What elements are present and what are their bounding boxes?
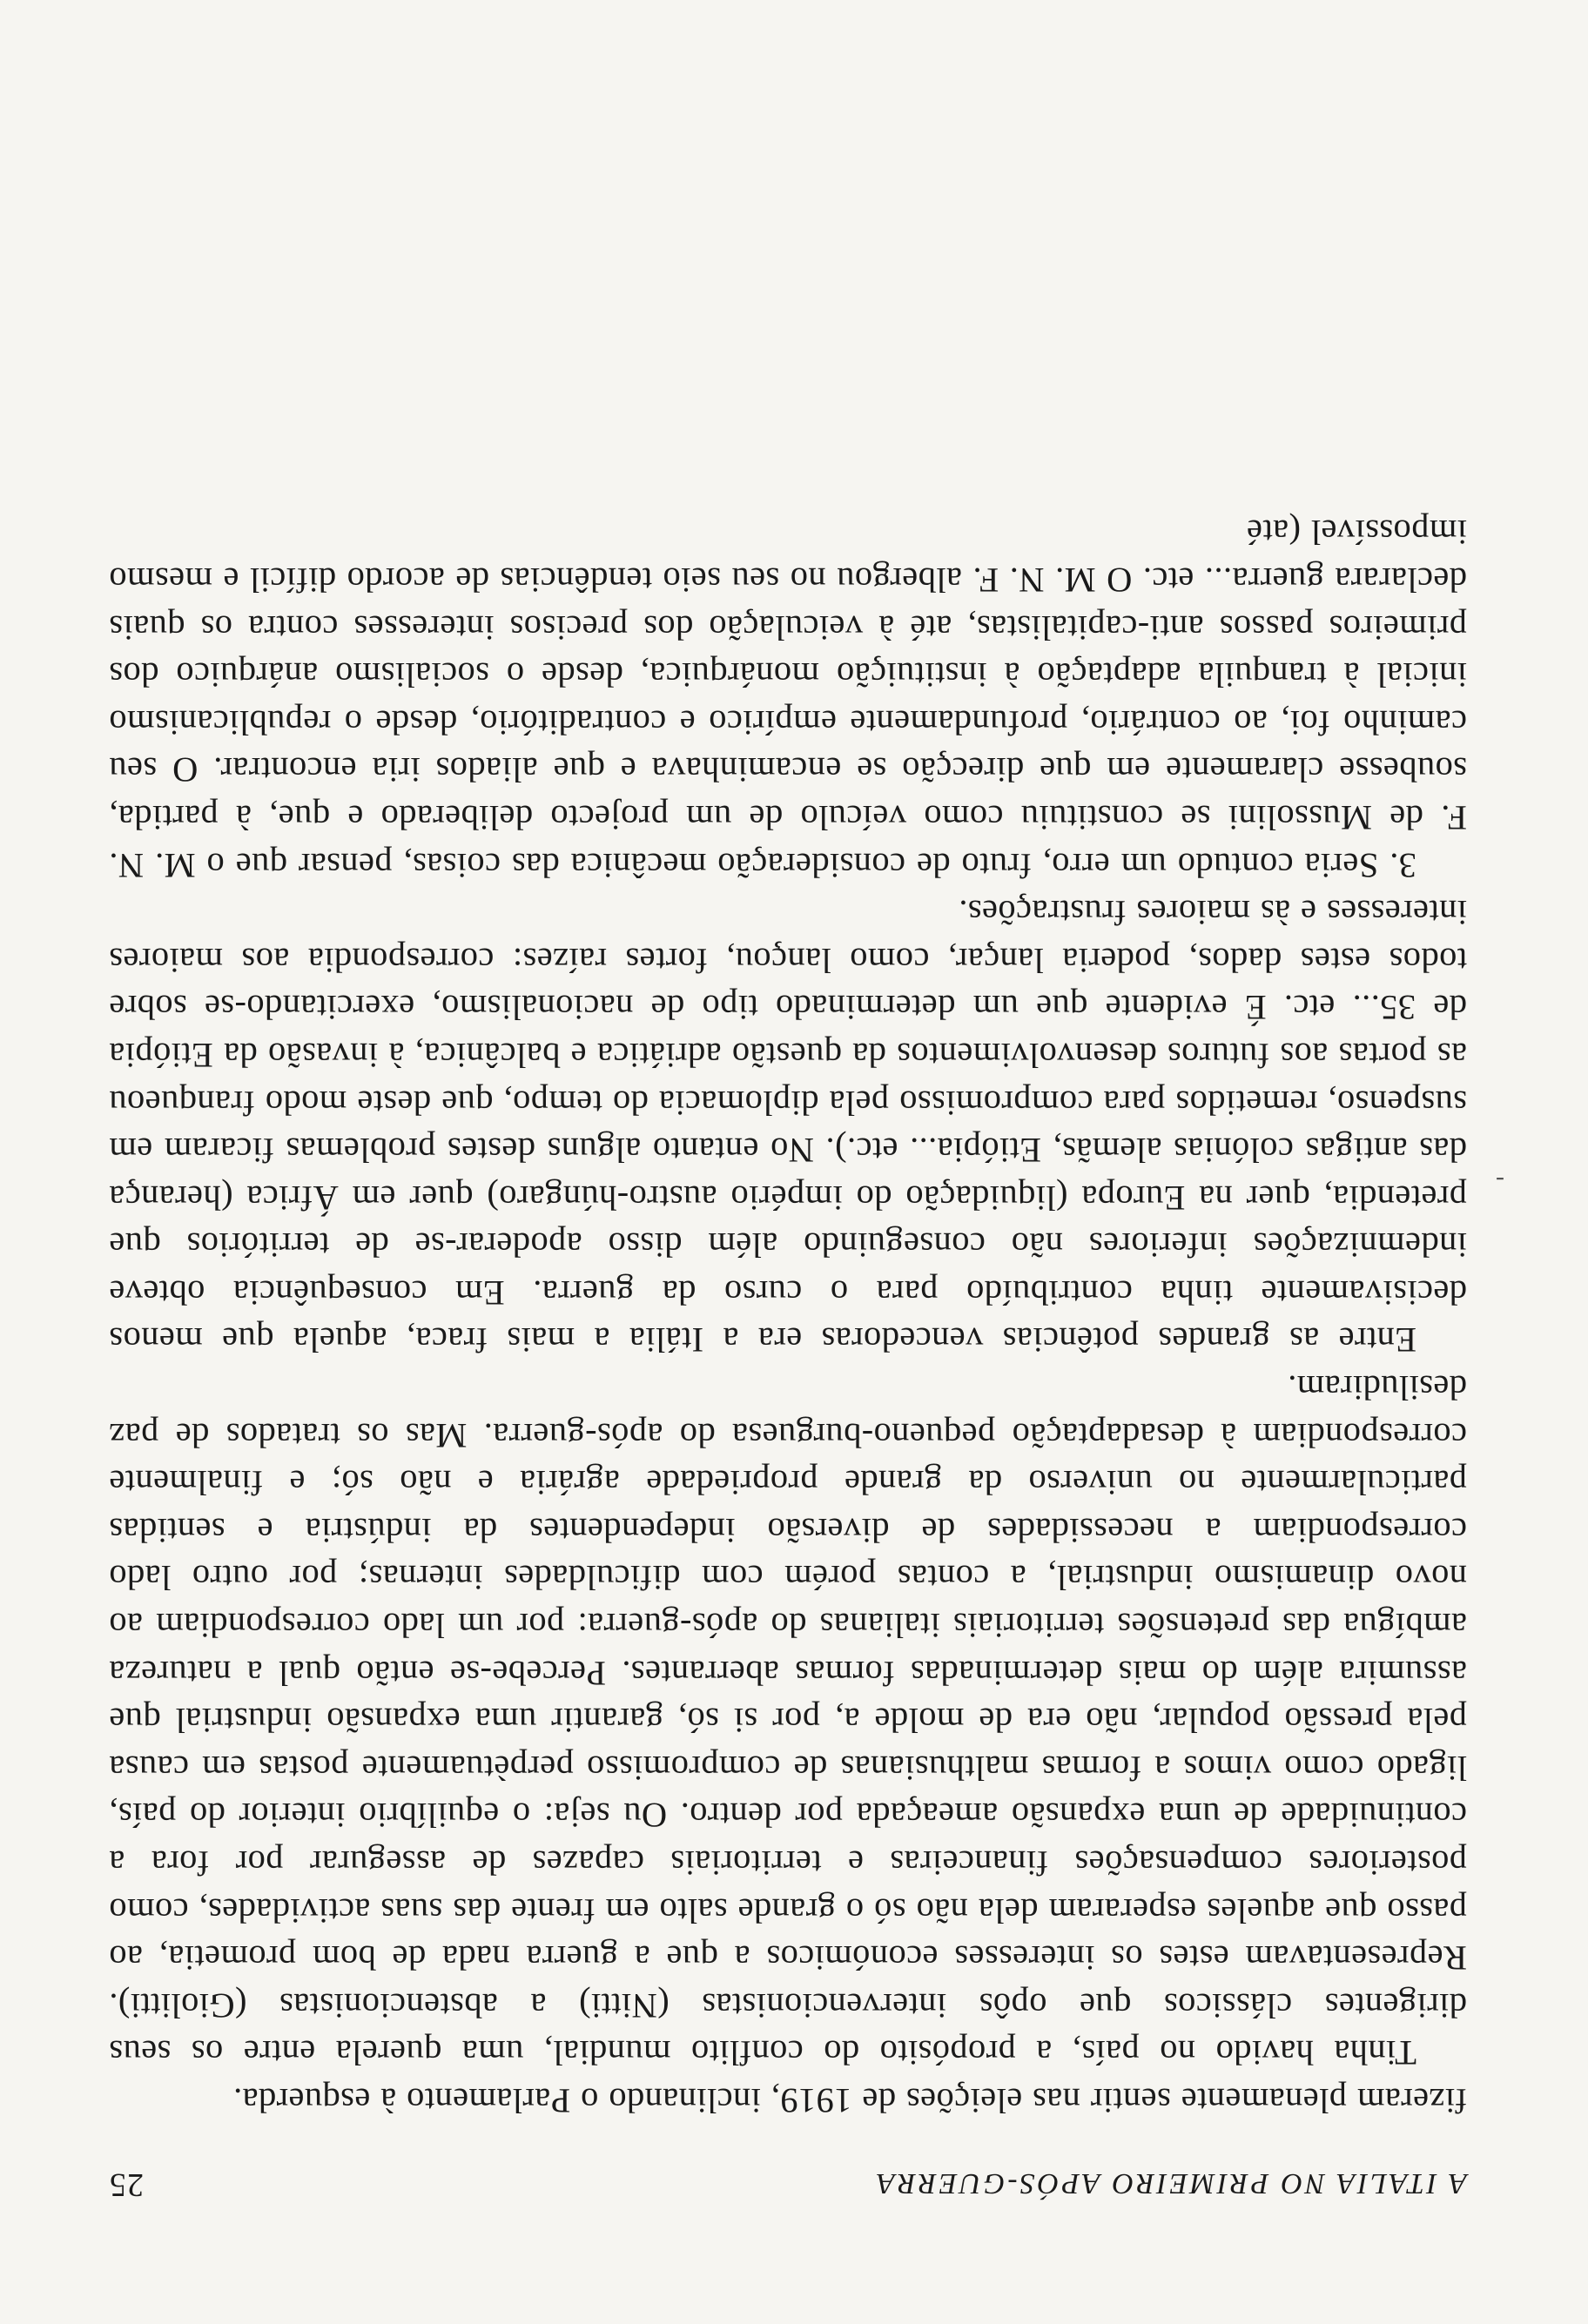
running-head-title: A ITALIA NO PRIMEIRO APÓS-GUERRA <box>874 2167 1467 2200</box>
paragraph-3: Entre as grandes potências vencedoras era a Itália a mais fraca, aquela que menos decisivamente tinha contribuído para o curso da guerra. Em consequência obteve indemnizações inferiores não conseguindo além disso apoderar-se de territórios que pretendia, quer na Europa (liquidação do império austro-húngaro) quer em África (herança das antigas colónias alemãs, Etiópia... etc.). No entanto alguns destes problemas ficaram em suspenso, remetidos para compromisso pela diplomacia do tempo, que deste modo franqueou as portas aos futuros desenvolvimentos da questão adriática e balcânica, à invasão da Etiópia de 35... etc. É evidente que um determinado tipo de nacionalismo, exercitando-se sobre todos estes dados, poderia lançar, como lançou, fortes raízes: correspondia aos maiores interesses e às maiores frustrações. <box>109 893 1467 1360</box>
running-head <box>109 2166 1467 2204</box>
paragraph-2: Tinha havido no país, a propósito do conflito mundial, uma querela entre os seus dirigentes clássicos que opôs intervencionistas (Nitti) a abstencionistas (Giolitti). Representavam estes os interesses económicos a que a guerra nada de bom prometia, ao passo que aqueles esperaram dela não só o grande salto em frente das suas actividades, como posteriores compensações financeiras e territoriais capazes de assegurar por fora a continuidade de uma expansão ameaçada por dentro. Ou seja: o equilíbrio interior do país, ligado como vimos a formas malthusianas de compromisso perpètuamente postas em causa pela pressão popular, não era de molde a, por si só, garantir uma expansão industrial que assumira além do mais determinadas formas aberrantes. Percebe-se então qual a natureza ambígua das pretensões territoriais italianas do após-guerra: por um lado correspondiam ao novo dinamismo industrial, a contas porém com dificuldades internas; por outro lado correspondiam a necessidades de diversão independentes da indústria e sentidas particularmente no universo da grande propriedade agrária e não só; e finalmente correspondiam à desadaptação pequeno-burguesa do após-guerra. Mas os tratados de paz desiludiram. <box>109 1368 1467 2073</box>
page-content <box>109 508 1467 2204</box>
page-number: 25 <box>109 2166 144 2203</box>
margin-dash-mark: - <box>1496 1166 1504 1195</box>
paragraph-1: fizeram plenamente sentir nas eleições de 1919, inclinando o Parlamento à esquerda. <box>232 2081 1467 2120</box>
paragraph-4-section-3: 3. Seria contudo um erro, fruto de consideração mecânica das coisas, pensar que o M. N. F. de Mussolini se constituiu como veículo de um projecto deliberado e que, à partida, soubesse claramente em que direcção se encaminhava e que aliados iria encontrar. O seu caminho foi, ao contrário, profundamente empírico e contraditório, desde o republicanismo inicial à tranquila adaptação à instituição monárquica, desde o socialismo anárquico dos primeiros passos anti-capitalistas, até à veiculação dos precisos interesses contra os quais declarara guerra... etc. O M. N. F. albergou no seu seio tendências de acordo difícil e mesmo impossível (até <box>109 513 1467 885</box>
